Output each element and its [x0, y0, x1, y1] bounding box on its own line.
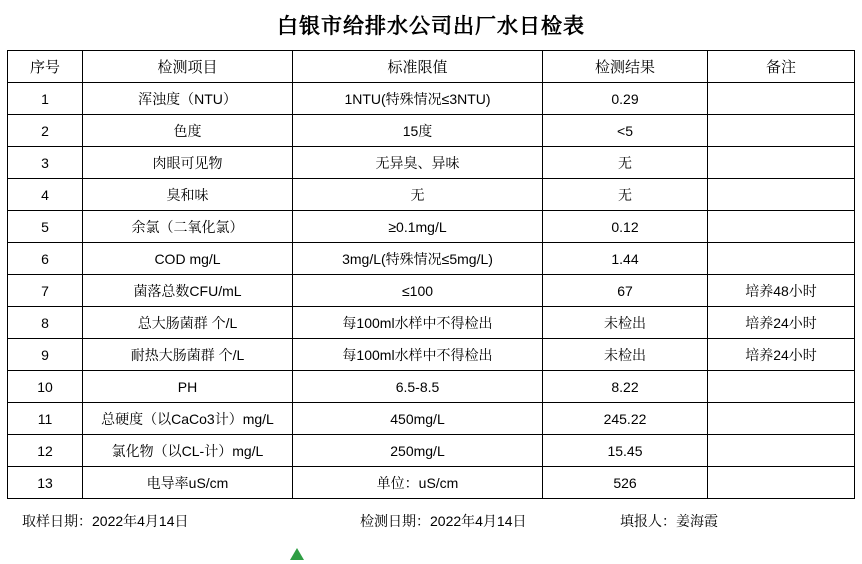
cell-limit: ≤100: [293, 275, 543, 307]
cell-remark: [708, 211, 855, 243]
filler-name: 填报人：姜海霞: [620, 513, 718, 529]
table-row: [8, 115, 855, 147]
cell-remark: [708, 179, 855, 211]
cell-result: 1.44: [543, 243, 708, 275]
cell-no: 11: [8, 403, 83, 435]
cell-result: 15.45: [543, 435, 708, 467]
cell-remark: 培养24小时: [708, 339, 855, 371]
sample-date: 取样日期：2022年4月14日: [22, 513, 189, 529]
footer: [20, 511, 842, 533]
cell-item: 氯化物（以CL-计）mg/L: [83, 435, 293, 467]
cell-item: 菌落总数CFU/mL: [83, 275, 293, 307]
cell-result: 245.22: [543, 403, 708, 435]
table-row: [8, 467, 855, 499]
cell-limit: 15度: [293, 115, 543, 147]
cell-item: 肉眼可见物: [83, 147, 293, 179]
cell-item: 耐热大肠菌群 个/L: [83, 339, 293, 371]
cell-item: 浑浊度（NTU）: [83, 83, 293, 115]
cell-item: COD mg/L: [83, 243, 293, 275]
cell-limit: ≥0.1mg/L: [293, 211, 543, 243]
test-date: 检测日期：2022年4月14日: [360, 513, 527, 529]
cell-limit: 250mg/L: [293, 435, 543, 467]
cell-no: 4: [8, 179, 83, 211]
cell-limit: 无异臭、异味: [293, 147, 543, 179]
table-row: [8, 83, 855, 115]
cell-result: 未检出: [543, 307, 708, 339]
green-triangle-marker-icon: [290, 548, 304, 562]
table-row: [8, 435, 855, 467]
cell-no: 8: [8, 307, 83, 339]
cell-item: 电导率uS/cm: [83, 467, 293, 499]
table-row: [8, 339, 855, 371]
cell-limit: 3mg/L(特殊情况≤5mg/L): [293, 243, 543, 275]
cell-limit: 单位：uS/cm: [293, 467, 543, 499]
cell-result: 8.22: [543, 371, 708, 403]
cell-result: 526: [543, 467, 708, 499]
cell-no: 9: [8, 339, 83, 371]
cell-result: 无: [543, 179, 708, 211]
cell-remark: 培养24小时: [708, 307, 855, 339]
header-remark: 备注: [708, 51, 855, 83]
cell-limit: 6.5-8.5: [293, 371, 543, 403]
cell-item: 总大肠菌群 个/L: [83, 307, 293, 339]
cell-remark: [708, 371, 855, 403]
cell-remark: [708, 403, 855, 435]
cell-result: 无: [543, 147, 708, 179]
cell-result: <5: [543, 115, 708, 147]
table-row: [8, 371, 855, 403]
cell-result: 0.29: [543, 83, 708, 115]
header-no: 序号: [8, 51, 83, 83]
cell-no: 3: [8, 147, 83, 179]
table-row: [8, 211, 855, 243]
table-header-row: [8, 51, 855, 83]
header-item: 检测项目: [83, 51, 293, 83]
header-result: 检测结果: [543, 51, 708, 83]
cell-result: 未检出: [543, 339, 708, 371]
page-title: 白银市给排水公司出厂水日检表: [277, 14, 585, 38]
cell-remark: [708, 115, 855, 147]
cell-remark: [708, 467, 855, 499]
cell-item: PH: [83, 371, 293, 403]
cell-no: 2: [8, 115, 83, 147]
cell-result: 67: [543, 275, 708, 307]
cell-item: 总硬度（以CaCo3计）mg/L: [83, 403, 293, 435]
table-row: [8, 307, 855, 339]
table-row: [8, 275, 855, 307]
cell-limit: 每100ml水样中不得检出: [293, 339, 543, 371]
water-quality-table: [7, 50, 855, 499]
cell-remark: [708, 243, 855, 275]
table-row: [8, 243, 855, 275]
cell-no: 5: [8, 211, 83, 243]
cell-no: 12: [8, 435, 83, 467]
cell-no: 7: [8, 275, 83, 307]
cell-result: 0.12: [543, 211, 708, 243]
cell-limit: 1NTU(特殊情况≤3NTU): [293, 83, 543, 115]
cell-limit: 450mg/L: [293, 403, 543, 435]
cell-limit: 无: [293, 179, 543, 211]
cell-remark: 培养48小时: [708, 275, 855, 307]
cell-limit: 每100ml水样中不得检出: [293, 307, 543, 339]
cell-item: 余氯（二氧化氯）: [83, 211, 293, 243]
cell-no: 1: [8, 83, 83, 115]
header-limit: 标准限值: [293, 51, 543, 83]
cell-remark: [708, 83, 855, 115]
cell-item: 色度: [83, 115, 293, 147]
cell-item: 臭和味: [83, 179, 293, 211]
table-row: [8, 179, 855, 211]
cell-no: 13: [8, 467, 83, 499]
cell-remark: [708, 147, 855, 179]
cell-remark: [708, 435, 855, 467]
cell-no: 10: [8, 371, 83, 403]
cell-no: 6: [8, 243, 83, 275]
table-row: [8, 147, 855, 179]
table-row: [8, 403, 855, 435]
